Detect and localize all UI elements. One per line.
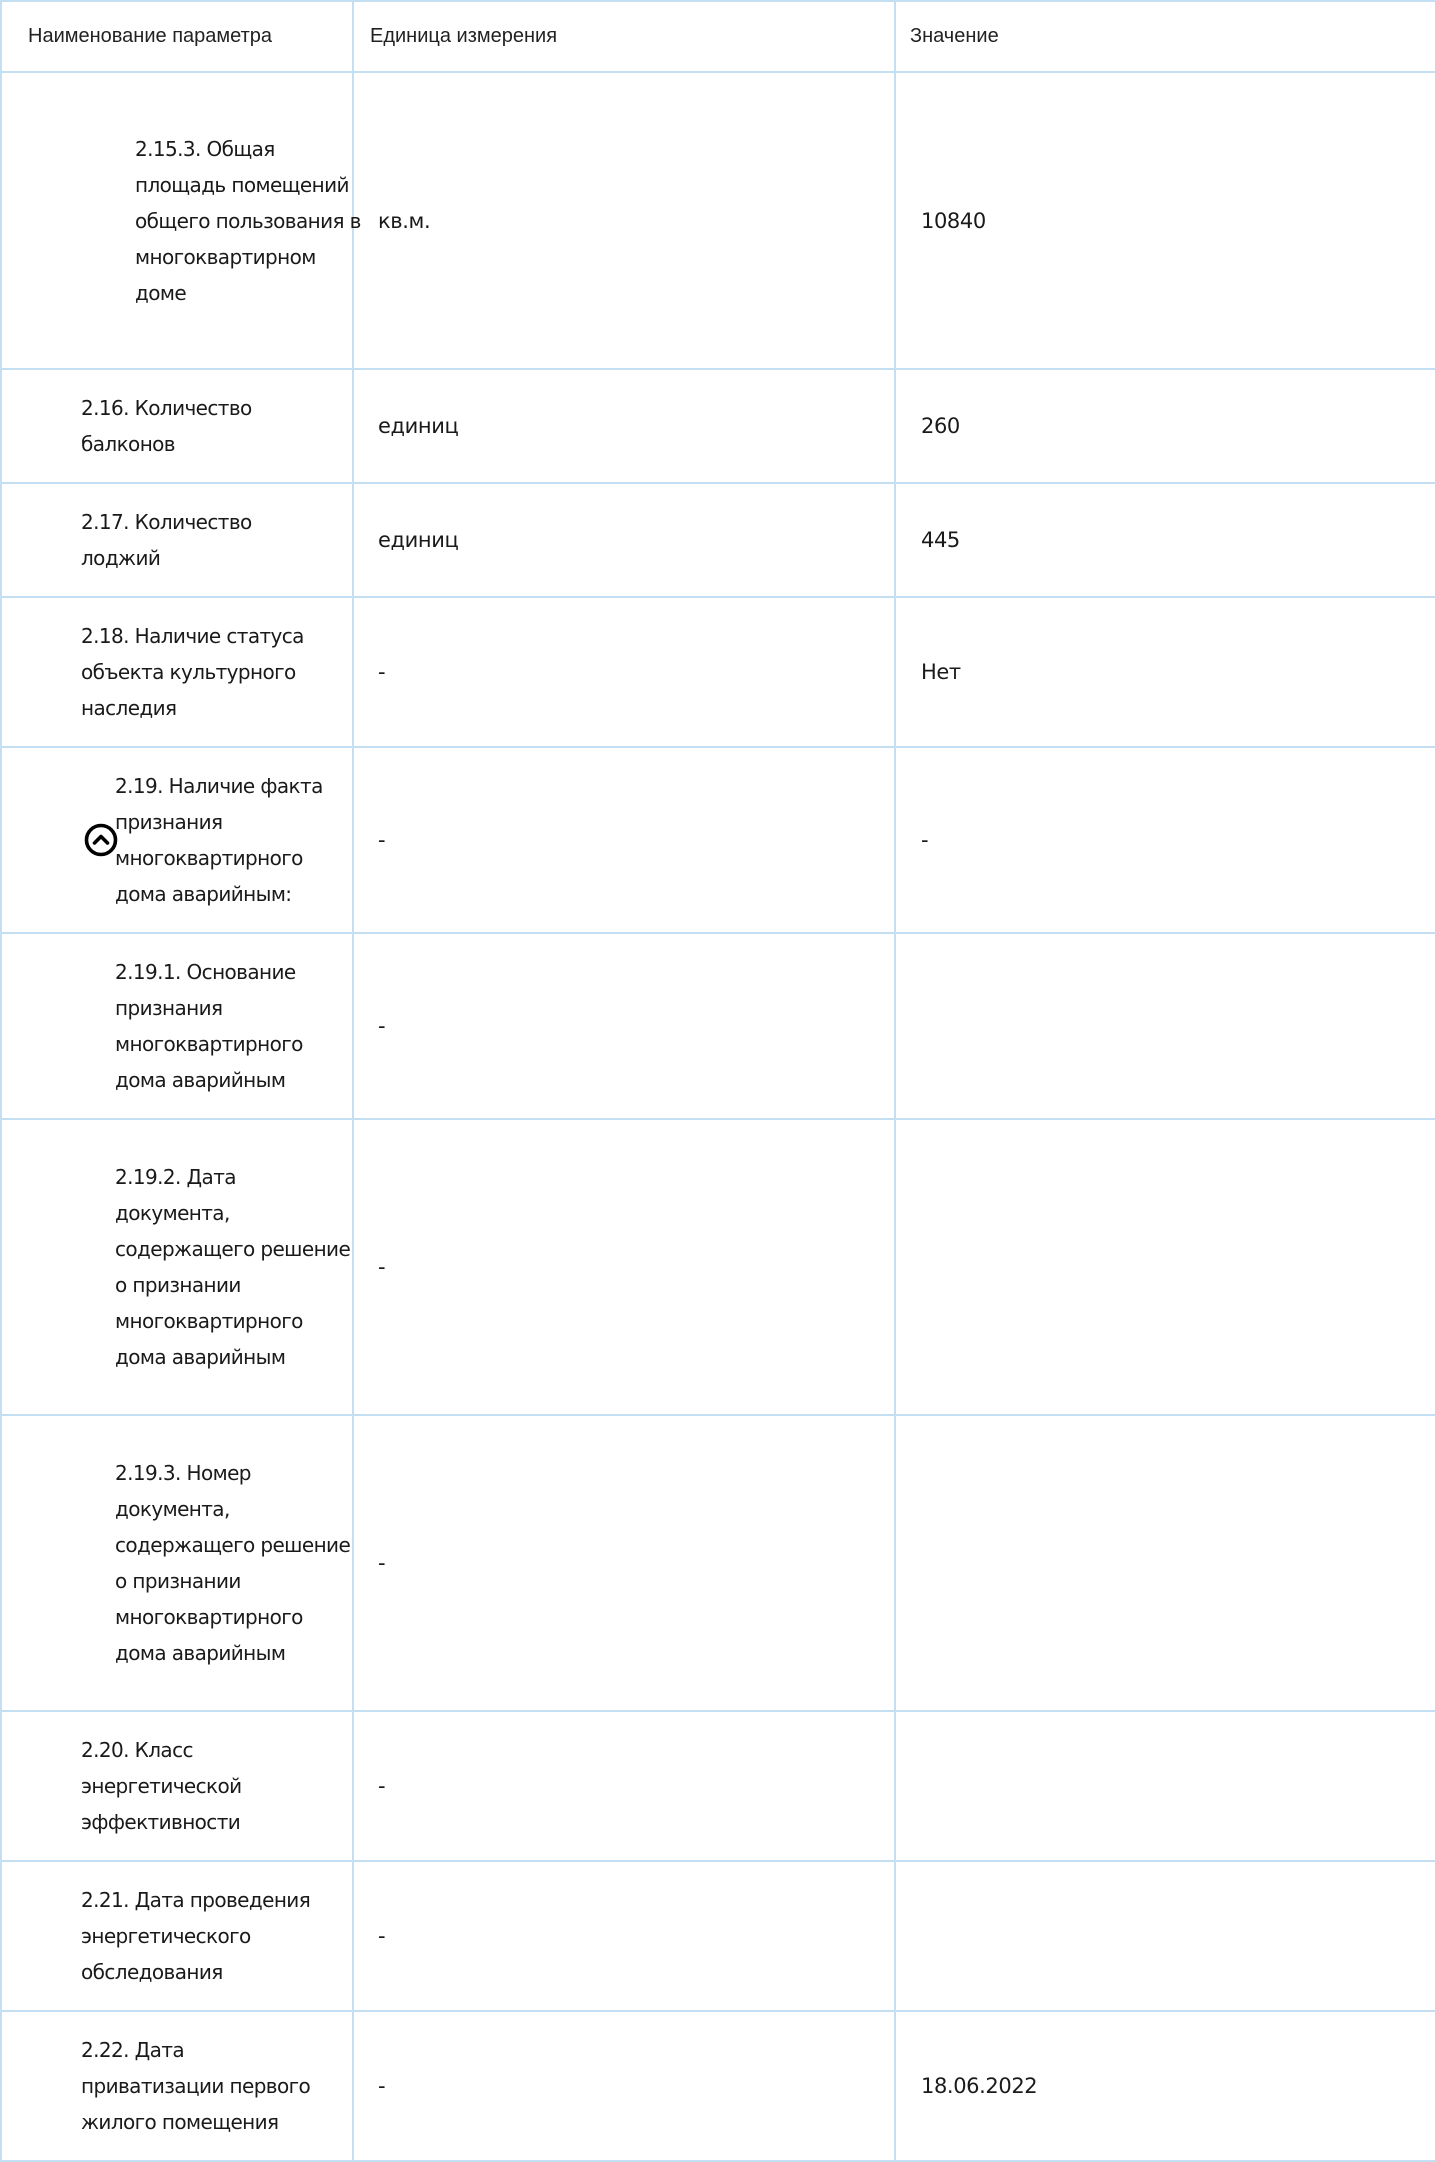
table-row <box>1 1119 1435 1415</box>
row-name: 2.20. Класс энергетической эффективности <box>81 1738 242 1834</box>
table-row <box>1 369 1435 483</box>
row-name-cell <box>1 747 353 933</box>
row-name-cell <box>1 1711 353 1861</box>
row-unit: - <box>353 1415 895 1711</box>
row-unit: кв.м. <box>353 72 895 369</box>
row-unit: - <box>353 597 895 747</box>
header-value: Значение <box>895 1 1435 72</box>
row-name-cell <box>1 1861 353 2011</box>
row-name: 2.17. Количество лоджий <box>81 510 252 570</box>
table-row <box>1 72 1435 369</box>
table-row <box>1 483 1435 597</box>
row-value <box>895 1861 1435 2011</box>
row-name-wrap <box>2 768 352 912</box>
chevron-up-circle-icon[interactable] <box>83 822 119 858</box>
row-name: 2.19.3. Номер документа, содержащего решение о признании многоквартирного дома аварийным <box>115 1461 351 1665</box>
row-value: 18.06.2022 <box>895 2011 1435 2161</box>
row-name: 2.21. Дата проведения энергетического обследования <box>81 1888 311 1984</box>
row-name: 2.19.2. Дата документа, содержащего решение о признании многоквартирного дома аварийным <box>115 1165 351 1369</box>
row-name: 2.19.1. Основание признания многоквартирного дома аварийным <box>115 960 303 1092</box>
row-name-cell <box>1 483 353 597</box>
row-name-cell <box>1 597 353 747</box>
row-name-cell <box>1 2011 353 2161</box>
row-value: 260 <box>895 369 1435 483</box>
table-row <box>1 1861 1435 2011</box>
row-name: 2.19. Наличие факта признания многоквартирного дома аварийным: <box>115 774 323 906</box>
row-name-cell <box>1 72 361 369</box>
header-parameter-name: Наименование параметра <box>1 1 353 72</box>
table-row <box>1 597 1435 747</box>
table-row <box>1 933 1435 1119</box>
row-value: 10840 <box>895 72 1435 369</box>
row-value <box>895 1711 1435 1861</box>
row-name-cell <box>1 369 353 483</box>
table-row-expandable <box>1 747 1435 933</box>
row-unit: - <box>353 1711 895 1861</box>
row-name: 2.15.3. Общая площадь помещений общего пользования в многоквартирном доме <box>135 136 361 305</box>
row-value: 445 <box>895 483 1435 597</box>
row-value <box>895 933 1435 1119</box>
row-name: 2.22. Дата приватизации первого жилого помещения <box>81 2038 311 2134</box>
row-value: Нет <box>895 597 1435 747</box>
table-row <box>1 1711 1435 1861</box>
row-name-cell <box>1 1415 353 1711</box>
row-value <box>895 1119 1435 1415</box>
row-unit: единиц <box>353 369 895 483</box>
table-header-row <box>1 1 1435 72</box>
row-unit: - <box>353 2011 895 2161</box>
row-unit: - <box>353 747 895 933</box>
table-row <box>1 1415 1435 1711</box>
row-name: 2.16. Количество балконов <box>81 396 252 456</box>
header-unit: Единица измерения <box>353 1 895 72</box>
row-unit: - <box>353 1861 895 2011</box>
row-name-cell <box>1 1119 353 1415</box>
row-unit: - <box>353 1119 895 1415</box>
row-unit: единиц <box>353 483 895 597</box>
row-value <box>895 1415 1435 1711</box>
table-row <box>1 2011 1435 2161</box>
row-name-cell <box>1 933 353 1119</box>
row-value: - <box>895 747 1435 933</box>
row-unit: - <box>353 933 895 1119</box>
row-name: 2.18. Наличие статуса объекта культурного наследия <box>81 624 304 720</box>
